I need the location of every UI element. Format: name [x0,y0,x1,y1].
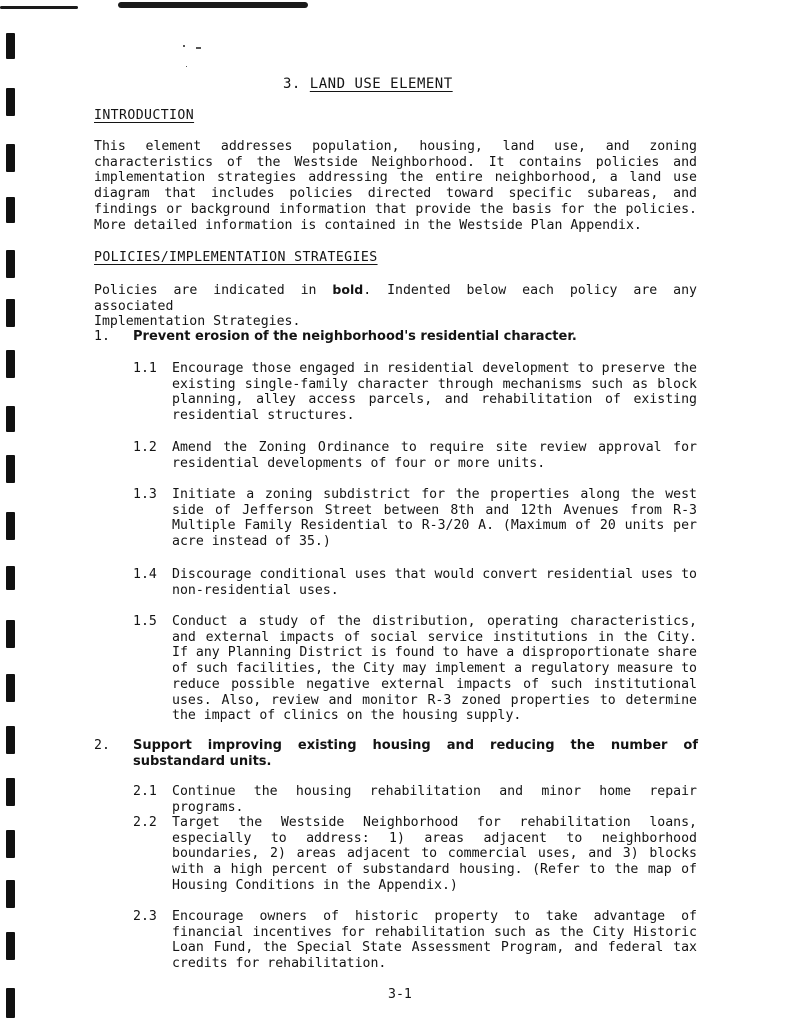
strategy-number: 1.5 [133,614,157,629]
binding-hole [6,88,15,116]
strategy-number: 1.4 [133,567,157,582]
scan-speck [186,66,187,67]
binding-hole [6,299,15,327]
binding-hole [6,197,15,223]
binding-hole [6,33,15,59]
binding-hole [6,830,15,858]
binding-hole [6,350,15,378]
binding-hole [6,988,15,1018]
policies-intro-part2: . Indented below each policy are any associated [94,283,697,314]
strategy-number: 2.2 [133,815,157,830]
policies-intro-line2: Implementation Strategies. [94,314,301,330]
intro-line: characteristics of the Westside Neighborhood. It contains policies and [94,154,697,170]
binding-hole [6,932,15,960]
introduction-heading: INTRODUCTION [94,108,195,123]
policies-intro-bold: bold [332,282,364,297]
binding-hole [6,455,15,483]
binding-hole [6,880,15,908]
policy-number: 2. [94,738,110,753]
binding-hole [6,144,15,172]
title-text: LAND USE ELEMENT [309,76,453,92]
strategy-number: 2.1 [133,784,157,799]
binding-margin [0,0,20,1035]
strategy-number: 1.3 [133,487,157,502]
policies-intro-part1: Policies are indicated in [94,283,333,298]
strategy-text: Conduct a study of the distribution, operating characteristics, and external impacts of social service institutions in the City. If any Planning District is found to have a disproportionate share of such facilities, the City may implement a regulatory measure to reduce possible negative external impacts of such institutional uses. Also, review and monitor R-3 zoned properties to determine the impact of clinics on the housing supply. [172,614,697,724]
policies-heading: POLICIES/IMPLEMENTATION STRATEGIES [94,250,378,265]
intro-line: This element addresses population, housing, land use, and zoning [94,139,697,154]
intro-line: diagram that includes policies directed toward specific subareas, and [94,186,697,202]
binding-hole [6,778,15,806]
strategy-text: Initiate a zoning subdistrict for the properties along the west side of Jefferson Street between 8th and 12th Avenues from R-3 Multiple Family Residential to R-3/20 A. (Maximum of 20 units per acre instead of 35.) [172,487,697,550]
page-number: 3-1 [388,987,412,1002]
binding-hole [6,674,15,702]
binding-hole [6,726,15,754]
strategy-text: Encourage owners of historic property to take advantage of financial incentives for rehabilitation such as the City Historic Loan Fund, the Special State Assessment Program, and federal tax credits for rehabilitation. [172,909,697,972]
strategy-text: Encourage those engaged in residential development to preserve the existing single-family character through mechanisms such as block planning, alley access parcels, and rehabilitation of existing residential structures. [172,361,697,424]
strategy-text: Amend the Zoning Ordinance to require site review approval for residential developments of four or more units. [172,440,697,471]
policy-number: 1. [94,329,110,344]
policy-text: Support improving existing housing and reducing the number of substandard units. [133,738,698,769]
scan-edge-mark-right [118,2,308,8]
policies-intro [94,282,697,330]
intro-line: More detailed information is contained in the Westside Plan Appendix. [94,217,642,233]
introduction-paragraph [94,139,697,233]
scan-speck [183,45,185,47]
strategy-text: Target the Westside Neighborhood for rehabilitation loans, especially to address: 1) areas adjacent to neighborhood boundaries, 2) areas adjacent to commercial uses, and 3) blocks with a high percent of substandard housing. (Refer to the map of Housing Conditions in the Appendix.) [172,815,697,893]
binding-hole [6,250,15,278]
strategy-number: 1.2 [133,440,157,455]
intro-line: findings or background information that provide the basis for the policies. [94,201,697,217]
binding-hole [6,620,15,648]
strategy-number: 2.3 [133,909,157,924]
page-title [283,77,453,93]
intro-line: implementation strategies addressing the entire neighborhood, a land use [94,170,697,186]
strategy-text: Discourage conditional uses that would convert residential uses to non-residential uses. [172,567,697,598]
title-number: 3. [283,76,301,92]
policy-text: Prevent erosion of the neighborhood's residential character. [133,329,577,344]
strategy-text: Continue the housing rehabilitation and minor home repair programs. [172,784,697,815]
strategy-number: 1.1 [133,361,157,376]
binding-hole [6,406,15,432]
binding-hole [6,512,15,540]
binding-hole [6,566,15,590]
scan-speck [196,47,201,49]
